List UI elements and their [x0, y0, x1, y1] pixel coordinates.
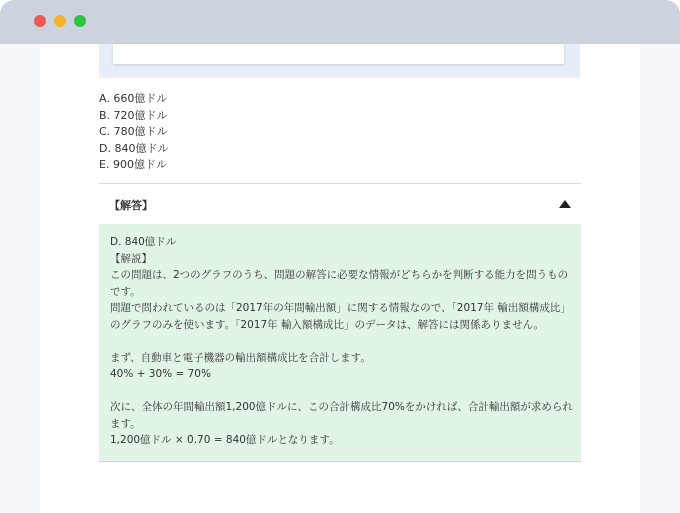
spacer [110, 383, 575, 400]
minimize-window-button[interactable] [54, 15, 66, 27]
close-window-button[interactable] [34, 15, 46, 27]
option-c: C. 780億ドル [99, 125, 168, 138]
answer-header-label: 【解答】 [109, 199, 153, 212]
title-bar [0, 0, 680, 44]
maximize-window-button[interactable] [74, 15, 86, 27]
explanation-step-2: 次に、全体の年間輸出額1,200億ドルに、この合計構成比70%をかければ、合計輸出額が求められます。 [110, 401, 573, 430]
explanation-step-1: まず、自動車と電子機器の輸出額構成比を合計します。 [110, 351, 371, 364]
answer-panel [99, 224, 581, 462]
answer-toggle[interactable] [99, 184, 581, 224]
correct-answer: D. 840億ドル [110, 236, 177, 248]
chart-card [113, 44, 564, 64]
option-e: E. 900億ドル [99, 158, 167, 171]
option-b: B. 720億ドル [99, 108, 168, 122]
answer-options [99, 91, 579, 174]
option-a: A. 660億ドル [99, 92, 168, 105]
collapse-triangle-icon[interactable] [559, 200, 571, 208]
spacer [110, 333, 575, 350]
option-d: D. 840億ドル [99, 141, 169, 155]
answer-text [110, 234, 575, 449]
chart-panel [99, 44, 580, 78]
explanation-step-2-calc: 1,200億ドル × 0.70 = 840億ドルとなります。 [110, 434, 340, 446]
explanation-label: 【解説】 [110, 252, 152, 265]
page-content [40, 44, 640, 513]
explanation-paragraph-1: この問題は、2つのグラフのうち、問題の解答に必要な情報がどちらかを判断する能力を問うものです。 [110, 269, 569, 298]
explanation-step-1-calc: 40% + 30% = 70% [110, 368, 211, 380]
explanation-paragraph-2: 問題で問われているのは「2017年の年間輸出額」に関する情報なので、「2017年 輸出額構成比」のグラフのみを使います。「2017年 輸入額構成比」のデータは、解答には関係ありません。 [110, 302, 571, 331]
